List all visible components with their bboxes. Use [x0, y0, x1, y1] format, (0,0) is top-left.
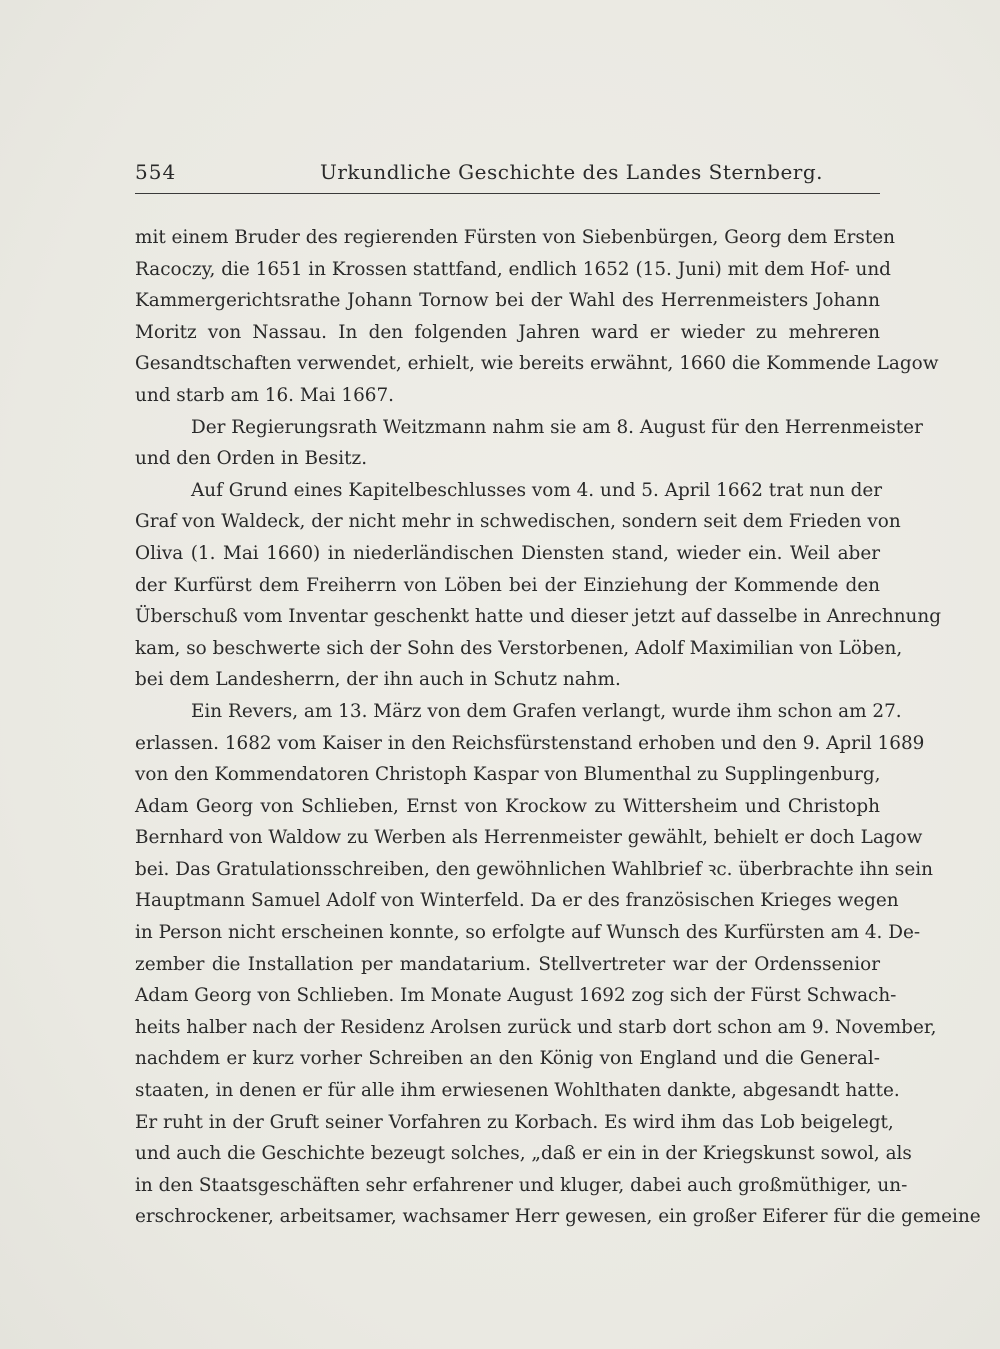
text-line: Der Regierungsrath Weitzmann nahm sie am 8. August für den Herrenmeister [191, 416, 923, 438]
text-line: der Kurfürst dem Freiherrn von Löben bei der Einziehung der Kommende den [135, 574, 880, 596]
text-line: bei. Das Gratulationsschreiben, den gewöhnlichen Wahlbrief ꝛc. überbrachte ihn sein [135, 858, 933, 880]
text-line: Ein Revers, am 13. März von dem Grafen verlangt, wurde ihm schon am 27. [191, 700, 902, 722]
text-line: heits halber nach der Residenz Arolsen zurück und starb dort schon am 9. November, [135, 1016, 937, 1038]
text-line: in den Staatsgeschäften sehr erfahrener und kluger, dabei auch großmüthiger, un- [135, 1174, 908, 1196]
text-line: und auch die Geschichte bezeugt solches, „daß er ein in der Kriegskunst sowol, als [135, 1143, 912, 1165]
text-line: Moritz von Nassau. In den folgenden Jahren ward er wieder zu mehreren [135, 321, 880, 343]
body-text [135, 222, 981, 1233]
running-title: Urkundliche Geschichte des Landes Sternberg. [320, 160, 824, 184]
text-line: erlassen. 1682 vom Kaiser in den Reichsfürstenstand erhoben und den 9. April 1689 [135, 732, 925, 754]
text-line: Adam Georg von Schlieben. Im Monate August 1692 zog sich der Fürst Schwach- [135, 985, 897, 1007]
text-line: erschrockener, arbeitsamer, wachsamer Herr gewesen, ein großer Eiferer für die gemeine [135, 1206, 981, 1228]
text-line: Kammergerichtsrathe Johann Tornow bei der Wahl des Herrenmeisters Johann [135, 290, 880, 312]
page-number: 554 [135, 160, 177, 184]
text-line: nachdem er kurz vorher Schreiben an den König von England und die General- [135, 1048, 880, 1070]
text-line: staaten, in denen er für alle ihm erwiesenen Wohlthaten dankte, abgesandt hatte. [135, 1080, 900, 1102]
paragraph [135, 412, 923, 475]
text-line: zember die Installation per mandatarium. Stellvertreter war der Ordenssenior [135, 953, 880, 975]
text-line: Graf von Waldeck, der nicht mehr in schwedischen, sondern seit dem Frieden von [135, 511, 901, 533]
text-line: Racoczy, die 1651 in Krossen stattfand, endlich 1652 (15. Juni) mit dem Hof- und [135, 258, 891, 280]
paragraph [135, 475, 942, 696]
header-rule [135, 193, 880, 194]
text-line: Überschuß vom Inventar geschenkt hatte und dieser jetzt auf dasselbe in Anrechnung [135, 606, 942, 628]
text-line: Oliva (1. Mai 1660) in niederländischen Diensten stand, wieder ein. Weil aber [135, 542, 880, 564]
text-line: kam, so beschwerte sich der Sohn des Verstorbenen, Adolf Maximilian von Löben, [135, 637, 903, 659]
text-line: mit einem Bruder des regierenden Fürsten von Siebenbürgen, Georg dem Ersten [135, 227, 895, 248]
text-line: Bernhard von Waldow zu Werben als Herrenmeister gewählt, behielt er doch Lagow [135, 827, 923, 849]
text-line: und starb am 16. Mai 1667. [135, 384, 395, 406]
text-line: von den Kommendatoren Christoph Kaspar von Blumenthal zu Supplingenburg, [135, 764, 881, 786]
text-line: in Person nicht erscheinen konnte, so erfolgte auf Wunsch des Kurfürsten am 4. De- [135, 922, 921, 944]
paragraph [135, 696, 981, 1233]
text-line: Er ruht in der Gruft seiner Vorfahren zu Korbach. Es wird ihm das Lob beigelegt, [135, 1111, 894, 1133]
text-line: Gesandtschaften verwendet, erhielt, wie bereits erwähnt, 1660 die Kommende Lagow [135, 353, 939, 375]
text-line: bei dem Landesherrn, der ihn auch in Schutz nahm. [135, 669, 621, 691]
text-line: Hauptmann Samuel Adolf von Winterfeld. Da er des französischen Krieges wegen [135, 890, 899, 912]
text-line: Adam Georg von Schlieben, Ernst von Krockow zu Wittersheim und Christoph [135, 795, 880, 817]
text-line: Auf Grund eines Kapitelbeschlusses vom 4. und 5. April 1662 trat nun der [191, 479, 883, 501]
paragraph [135, 222, 939, 412]
page-header [135, 160, 880, 190]
text-line: und den Orden in Besitz. [135, 448, 368, 470]
